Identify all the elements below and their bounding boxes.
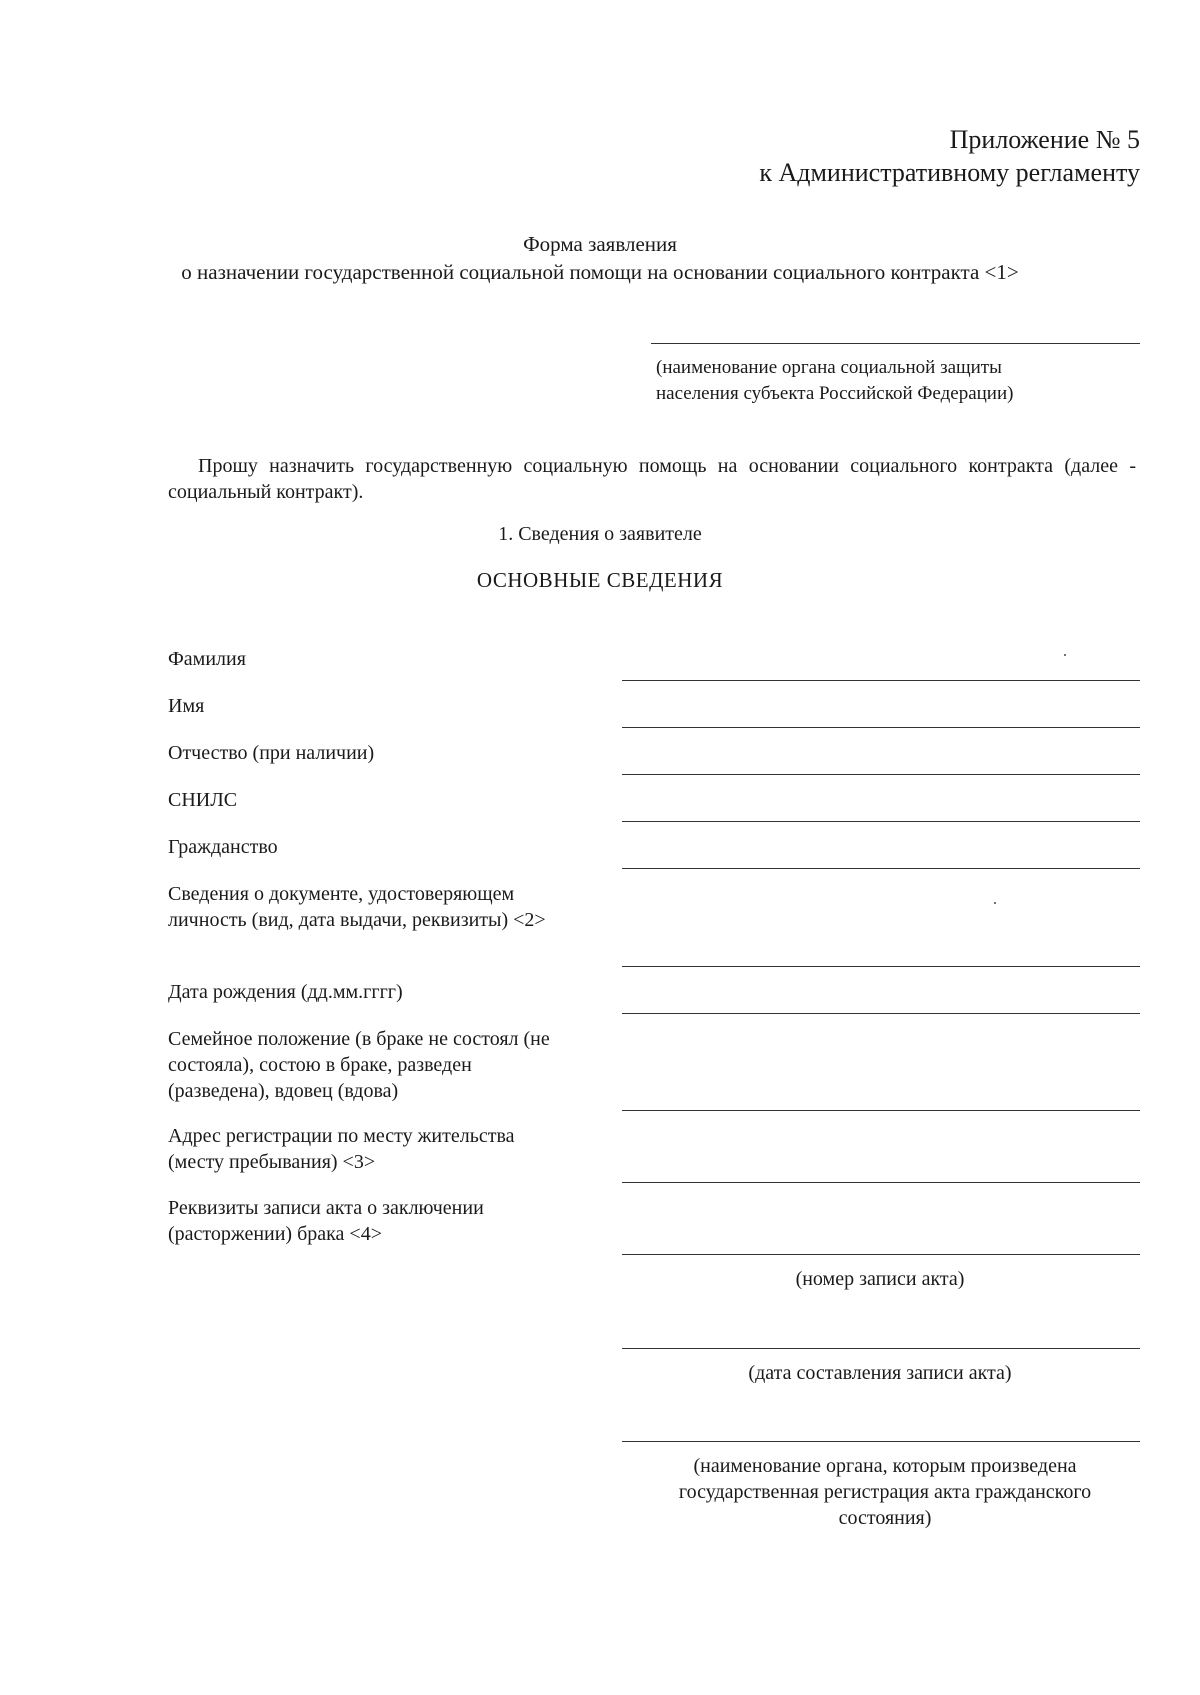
field-label-citizenship: Гражданство [168,836,278,858]
field-line-snils[interactable] [622,821,1140,822]
field-label-birth-date: Дата рождения (дд.мм.гггг) [168,981,403,1003]
section-heading: 1. Сведения о заявителе [498,523,702,545]
field-line-marital-status[interactable] [622,1110,1140,1111]
scan-speck [1064,654,1066,656]
request-text: Прошу назначить государственную социальную помощь на основании социального контракта (далее - социальный контракт). [168,455,1136,503]
record-number-caption: (номер записи акта) [795,1268,965,1290]
field-line-record-number[interactable] [622,1254,1140,1255]
field-label-marital-status: Семейное положение (в браке не состоял (не состояла), состою в браке, разведен (разведена), вдовец (вдова) [168,1028,550,1102]
scan-speck [994,902,996,904]
field-line-record-date[interactable] [622,1348,1140,1349]
field-label-registration-address: Адрес регистрации по месту жительства (месту пребывания) <3> [168,1125,515,1173]
field-line-identity-document[interactable] [622,966,1140,967]
main-info-heading: ОСНОВНЫЕ СВЕДЕНИЯ [476,568,724,592]
field-label-marriage-record: Реквизиты записи акта о заключении (расторжении) брака <4> [168,1197,484,1245]
field-label-identity-document: Сведения о документе, удостоверяющем личность (вид, дата выдачи, реквизиты) <2> [168,883,546,931]
record-date-caption: (дата составления записи акта) [748,1362,1012,1384]
field-line-birth-date[interactable] [622,1013,1140,1014]
field-label-patronymic: Отчество (при наличии) [168,742,375,764]
appendix-number: Приложение № 5 [949,125,1140,154]
field-line-citizenship[interactable] [622,868,1140,869]
form-title: Форма заявления [523,232,677,256]
authority-caption-line2: населения субъекта Российской Федерации) [656,383,1014,404]
field-line-registrar[interactable] [622,1441,1140,1442]
field-line-surname[interactable] [622,680,1140,681]
field-line-registration-address[interactable] [622,1182,1140,1183]
field-label-snils: СНИЛС [168,789,238,811]
field-line-name[interactable] [622,727,1140,728]
field-label-name: Имя [168,695,205,717]
authority-caption-line1: (наименование органа социальной защиты [656,357,1002,378]
field-line-patronymic[interactable] [622,774,1140,775]
authority-name-line[interactable] [651,343,1140,344]
registrar-caption: (наименование органа, которым произведена государственная регистрация акта гражданского состояния) [678,1455,1092,1529]
form-subtitle: о назначении государственной социальной помощи на основании социального контракта <1> [181,260,1019,284]
field-label-surname: Фамилия [168,648,246,670]
appendix-reference: к Административному регламенту [759,158,1140,187]
